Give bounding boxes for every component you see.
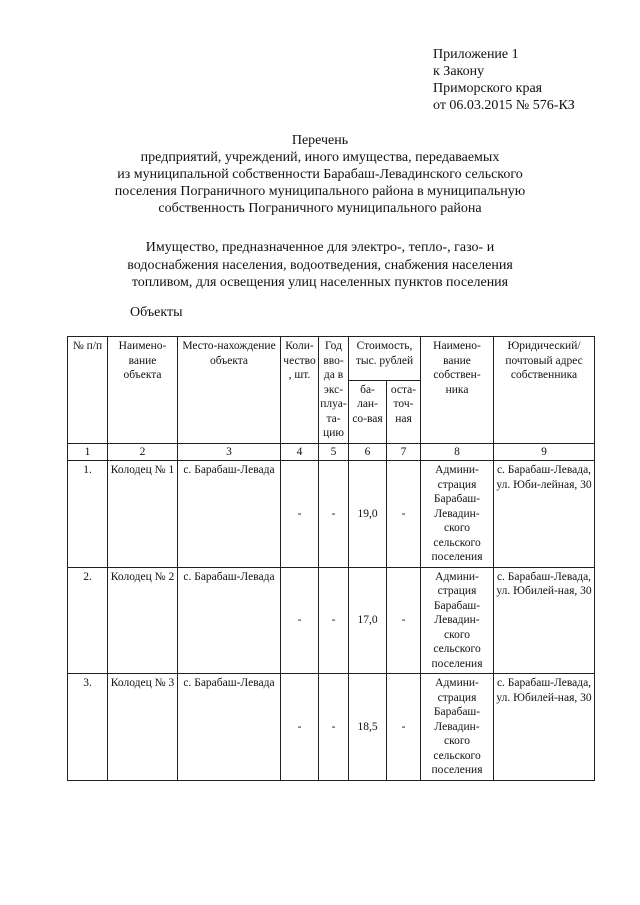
appendix-line: Приложение 1 (433, 47, 519, 62)
header-residual: оста-точ-ная (387, 380, 421, 443)
cell-balance: 17,0 (349, 567, 387, 674)
cell-residual: - (387, 567, 421, 674)
header-year: Год вво-да в экс-плуа-та-цию (319, 337, 349, 444)
appendix-header (433, 46, 575, 114)
header-owner: Наимено-вание собствен-ника (421, 337, 494, 444)
column-number-row (68, 443, 595, 461)
header-name: Наимено-вание объекта (108, 337, 178, 444)
cell-num: 1. (68, 461, 108, 568)
document-title (60, 132, 580, 217)
cell-location: с. Барабаш-Левада (178, 674, 281, 781)
cell-name: Колодец № 1 (108, 461, 178, 568)
appendix-line: от 06.03.2015 № 576-КЗ (433, 98, 575, 113)
cell-balance: 19,0 (349, 461, 387, 568)
header-quantity: Коли-чество, шт. (281, 337, 319, 444)
cell-residual: - (387, 461, 421, 568)
cell-quantity: - (281, 674, 319, 781)
title-line: предприятий, учреждений, иного имущества, передаваемых (140, 150, 500, 165)
title-line: поселения Пограничного муниципального района в муниципальную (114, 184, 526, 199)
cell-year: - (319, 461, 349, 568)
column-number: 7 (387, 443, 421, 461)
section-label: Объекты (130, 305, 183, 320)
column-number: 3 (178, 443, 281, 461)
column-number: 8 (421, 443, 494, 461)
table-row (68, 461, 595, 568)
column-number: 4 (281, 443, 319, 461)
document-subtitle (60, 239, 580, 292)
cell-num: 3. (68, 674, 108, 781)
table-row (68, 567, 595, 674)
subtitle-line: топливом, для освещения улиц населенных пунктов поселения (131, 275, 509, 290)
column-number: 2 (108, 443, 178, 461)
title-line: Перечень (291, 133, 349, 148)
cell-address: с. Барабаш-Левада, ул. Юби-лейная, 30 (494, 461, 595, 568)
header-location: Место-нахождение объекта (178, 337, 281, 444)
column-number: 6 (349, 443, 387, 461)
cell-address: с. Барабаш-Левада, ул. Юбилей-ная, 30 (494, 567, 595, 674)
subtitle-line: Имущество, предназначенное для электро-, тепло-, газо- и (145, 240, 495, 255)
cell-num: 2. (68, 567, 108, 674)
cell-year: - (319, 674, 349, 781)
cell-owner: Админи-страция Барабаш-Левадин-ского сельского поселения (421, 674, 494, 781)
cell-quantity: - (281, 461, 319, 568)
cell-name: Колодец № 3 (108, 674, 178, 781)
title-line: из муниципальной собственности Барабаш-Левадинского сельского (117, 167, 523, 182)
subtitle-line: водоснабжения населения, водоотведения, снабжения населения (127, 257, 513, 273)
cell-residual: - (387, 674, 421, 781)
cell-location: с. Барабаш-Левада (178, 567, 281, 674)
column-number: 1 (68, 443, 108, 461)
cell-name: Колодец № 2 (108, 567, 178, 674)
cell-year: - (319, 567, 349, 674)
column-number: 5 (319, 443, 349, 461)
table-row (68, 674, 595, 781)
property-table (67, 336, 595, 781)
header-address: Юридический/ почтовый адрес собственника (494, 337, 595, 444)
header-num: № п/п (68, 337, 108, 444)
header-cost: Стоимость, тыс. рублей (349, 337, 421, 381)
appendix-line: к Закону (433, 64, 485, 79)
header-balance: ба-лан-со-вая (349, 380, 387, 443)
cell-quantity: - (281, 567, 319, 674)
table-header-row (68, 337, 595, 381)
cell-balance: 18,5 (349, 674, 387, 781)
column-number: 9 (494, 443, 595, 461)
appendix-line: Приморского края (433, 81, 543, 96)
cell-owner: Админи-страция Барабаш-Левадин-ского сельского поселения (421, 567, 494, 674)
cell-owner: Админи-страция Барабаш-Левадин-ского сельского поселения (421, 461, 494, 568)
title-line: собственность Пограничного муниципального района (158, 201, 482, 216)
cell-location: с. Барабаш-Левада (178, 461, 281, 568)
cell-address: с. Барабаш-Левада, ул. Юбилей-ная, 30 (494, 674, 595, 781)
